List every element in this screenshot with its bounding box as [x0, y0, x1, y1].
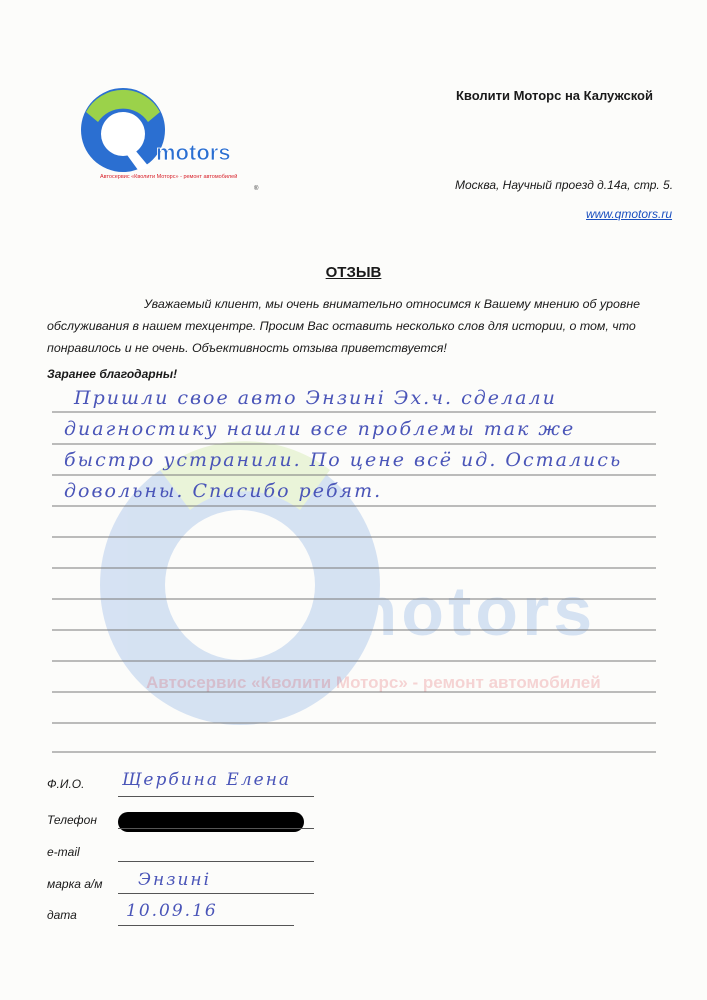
review-line: быстро устранили. По цене всё ид. Остались: [64, 449, 623, 471]
website-link[interactable]: www.qmotors.ru: [586, 207, 673, 221]
svg-text:motors: motors: [335, 572, 597, 650]
field-line: [118, 796, 314, 797]
svg-text:Автосервис «Кволити Моторс» -: Автосервис «Кволити Моторс» - ремонт автомобилей: [100, 174, 238, 180]
field-line: [118, 828, 314, 829]
field-line: [118, 861, 314, 862]
field-line: [118, 893, 314, 894]
review-line: Пришли свое авто Энзині Эх.ч. сделали: [74, 387, 557, 409]
field-value-fio: Щербина Елена: [122, 770, 292, 790]
intro-text: Уважаемый клиент, мы очень внимательно относимся к Вашему мнению об уровне обслуживания в нашем техцентре. Просим Вас оставить несколько слов для истории, о том, что понравилось и не очень. Объективность отзыва приветствуется!: [47, 297, 641, 355]
company-address: Москва, Научный проезд д.14а, стр. 5.: [455, 178, 674, 192]
field-label-phone: Телефон: [47, 813, 97, 827]
field-label-date: дата: [47, 908, 77, 922]
field-label-fio: Ф.И.О.: [47, 777, 85, 791]
thanks-text: Заранее благодарны!: [47, 367, 178, 381]
review-line: диагностику нашли все проблемы так же: [64, 418, 576, 440]
svg-text:®: ®: [254, 186, 259, 192]
watermark-tagline: Автосервис «Кволити Моторс» - ремонт автомобилей: [146, 673, 601, 692]
field-label-email: e-mail: [47, 845, 80, 859]
page-title: ОТЗЫВ: [325, 264, 382, 281]
svg-text:motors: motors: [156, 140, 231, 165]
field-line: [118, 925, 294, 926]
field-value-car: Энзині: [138, 870, 212, 890]
field-label-car: марка а/м: [47, 877, 103, 891]
qmotors-logo: [78, 82, 268, 192]
company-name: Кволити Моторс на Калужской: [456, 88, 653, 103]
review-line: довольны. Спасибо ребят.: [64, 480, 383, 502]
field-value-date: 10.09.16: [126, 901, 218, 921]
redacted-phone: [118, 812, 304, 832]
